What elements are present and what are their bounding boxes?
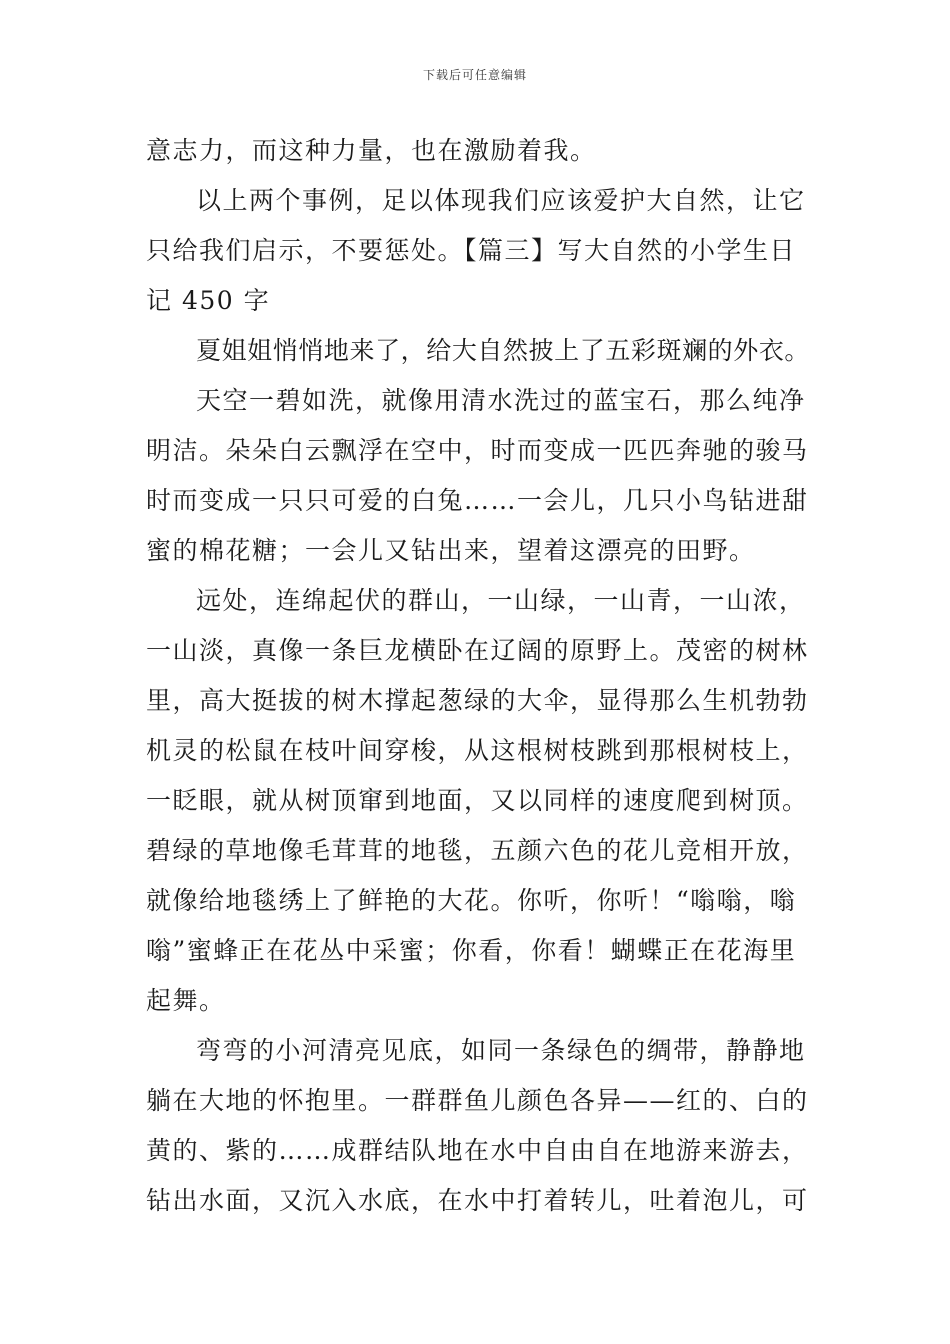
text-line: 就像给地毯绣上了鲜艳的大花。你听，你听！“嗡嗡，嗡 [146, 886, 797, 915]
text-line: 机灵的松鼠在枝叶间穿梭，从这根树枝跳到那根树枝上， [146, 736, 809, 765]
text-line: 夏姐姐悄悄地来了，给大自然披上了五彩斑斓的外衣。 [196, 336, 811, 365]
text-line: 只给我们启示，不要惩处。【篇三】写大自然的小学生日 [146, 236, 797, 265]
text-line: 意志力，而这种力量，也在激励着我。 [146, 136, 597, 165]
text-line: 蜜的棉花糖；一会儿又钻出来，望着这漂亮的田野。 [146, 536, 756, 565]
text-line: 时而变成一只只可爱的白兔……一会儿，几只小鸟钻进甜 [146, 486, 809, 515]
text-line: 黄的、紫的……成群结队地在水中自由自在地游来游去， [146, 1136, 809, 1165]
text-line: 远处，连绵起伏的群山，一山绿，一山青，一山浓， [196, 586, 806, 615]
text-line: 明洁。朵朵白云飘浮在空中，时而变成一匹匹奔驰的骏马 [146, 436, 809, 465]
text-line: 碧绿的草地像毛茸茸的地毯，五颜六色的花儿竞相开放， [146, 836, 809, 865]
text-line: 弯弯的小河清亮见底，如同一条绿色的绸带，静静地 [196, 1036, 806, 1065]
text-line: 躺在大地的怀抱里。一群群鱼儿颜色各异——红的、白的 [146, 1086, 809, 1115]
text-line: 记 450 字 [146, 286, 271, 315]
page-header: 下载后可任意编辑 [422, 68, 527, 82]
text-line: 天空一碧如洗，就像用清水洗过的蓝宝石，那么纯净 [196, 386, 806, 415]
text-line: 钻出水面，又沉入水底，在水中打着转儿，吐着泡儿，可 [146, 1186, 809, 1215]
text-line: 一山淡，真像一条巨龙横卧在辽阔的原野上。茂密的树林 [146, 636, 809, 665]
text-line: 以上两个事例，足以体现我们应该爱护大自然，让它 [196, 186, 806, 215]
text-line: 里，高大挺拔的树木撑起葱绿的大伞，显得那么生机勃勃 [146, 686, 809, 715]
text-line: 嗡”蜜蜂正在花丛中采蜜；你看，你看！蝴蝶正在花海里 [146, 936, 797, 965]
text-line: 一眨眼，就从树顶窜到地面，又以同样的速度爬到树顶。 [146, 786, 809, 815]
text-line: 起舞。 [146, 986, 226, 1015]
